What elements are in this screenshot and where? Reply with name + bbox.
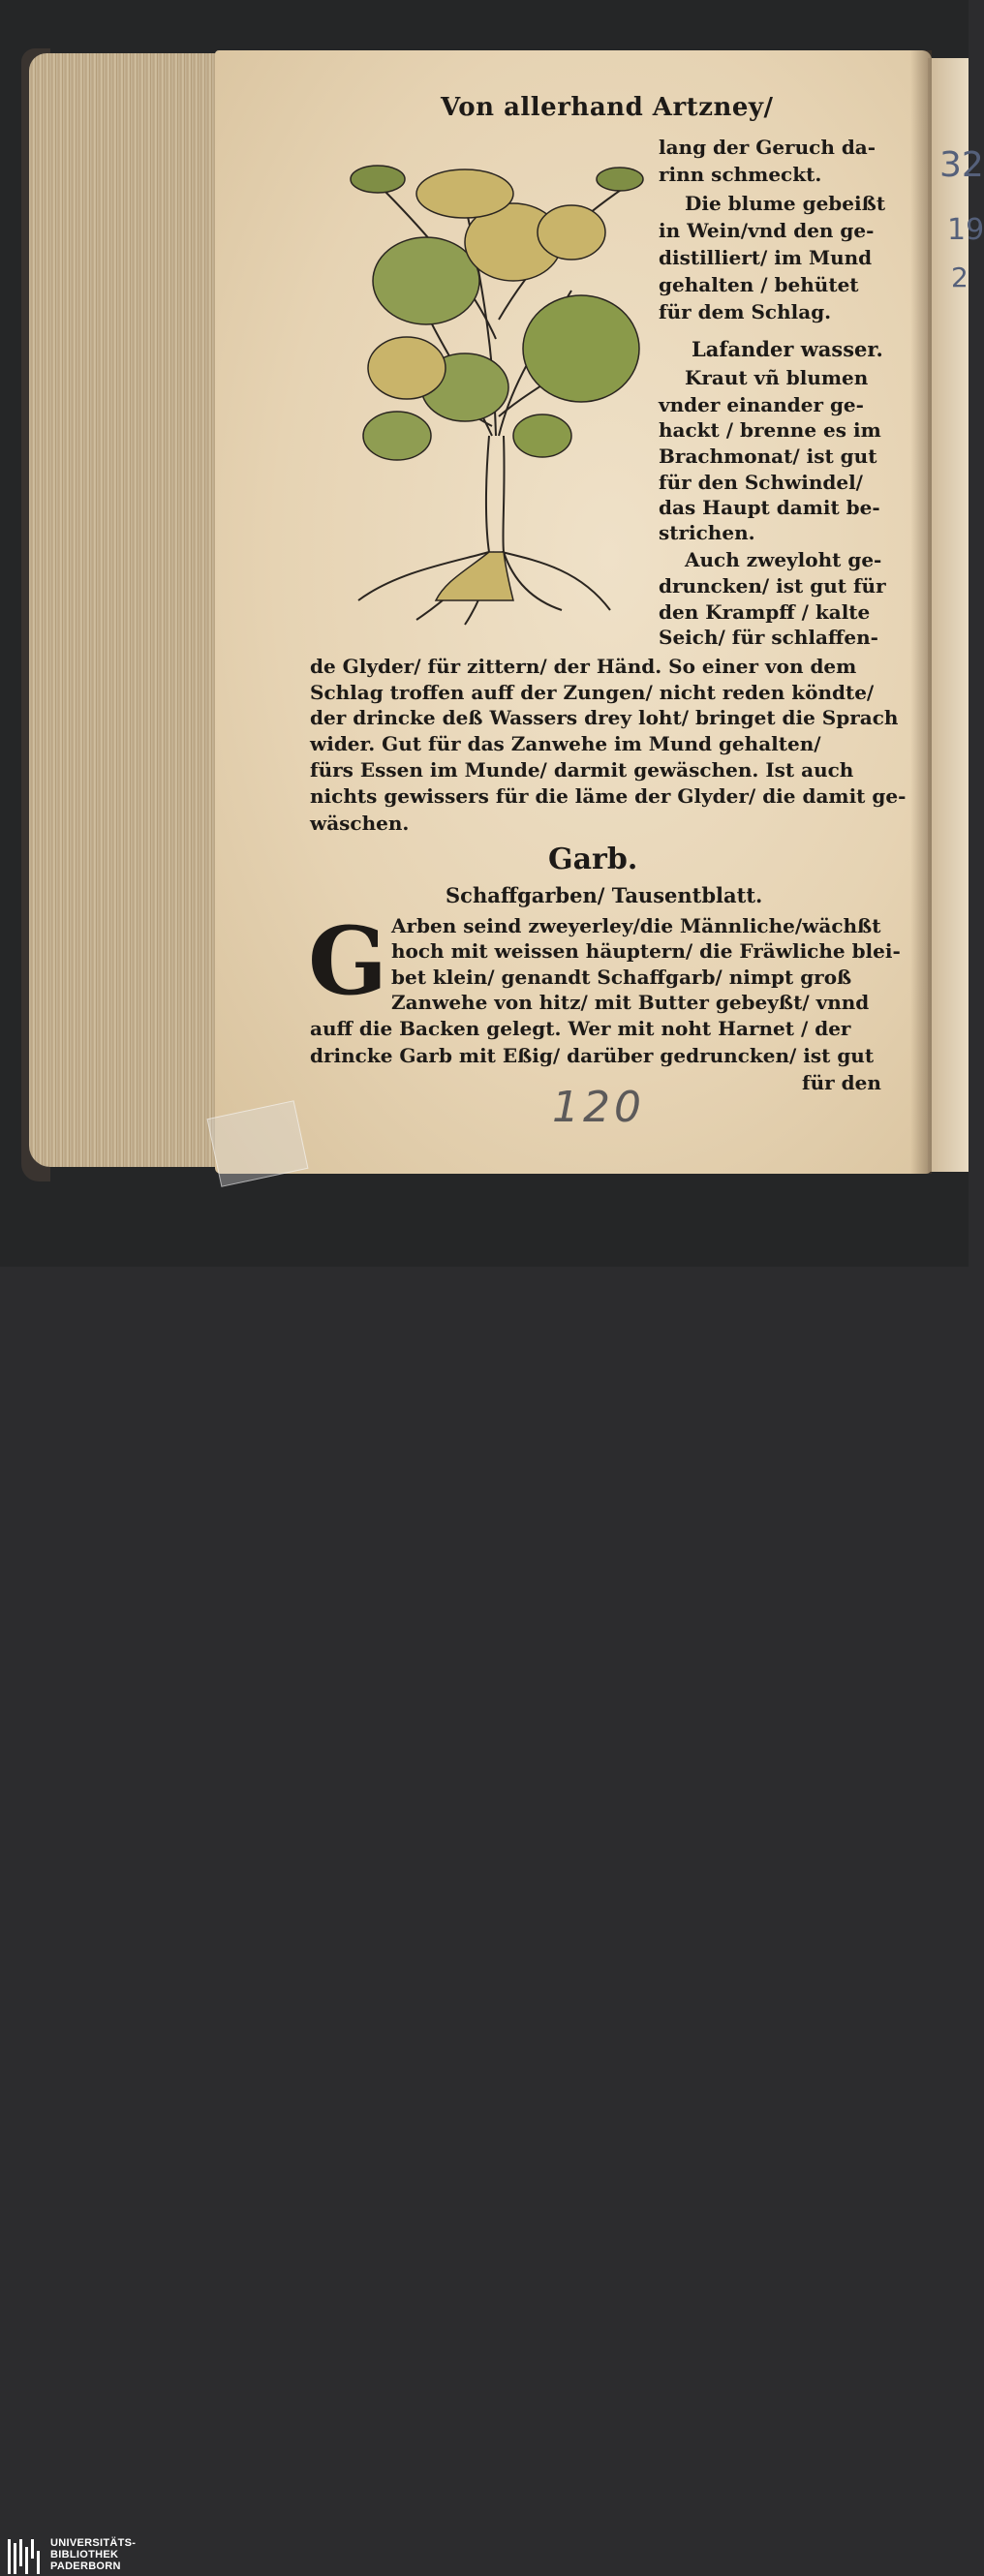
text-line: für dem Schlag. <box>659 300 832 323</box>
text-line: den Krampff / kalte <box>659 600 871 624</box>
text-line: distilliert/ im Mund <box>659 246 873 269</box>
text-line: Auch zweyloht ge- <box>685 548 882 571</box>
page-gutter <box>910 50 932 1174</box>
library-footer <box>0 1267 969 2572</box>
text-line: Die blume gebeißt <box>685 192 886 215</box>
text-line: hoch mit weissen häuptern/ die Fräwliche blei- <box>391 939 901 963</box>
text-line: hackt / brenne es im <box>659 418 881 442</box>
book-scan <box>0 0 984 1267</box>
library-logo-icon <box>6 2537 45 2576</box>
text-line: auff die Backen gelegt. Wer mit noht Harnet / der <box>310 1017 851 1040</box>
text-line: der drincke deß Wassers drey loht/ bringet die Sprach <box>310 706 899 729</box>
text-line: de Glyder/ für zittern/ der Händ. So einer von dem <box>310 655 857 678</box>
text-line: Brachmonat/ ist gut <box>659 445 877 468</box>
text-line: gehalten / behütet <box>659 273 859 296</box>
pencil-foliation-number: 120 <box>552 1083 645 1132</box>
drop-capital: G <box>308 906 387 1016</box>
text-line: für den <box>802 1071 881 1094</box>
margin-number: 2 <box>951 261 969 293</box>
text-line: Seich/ für schlaffen- <box>659 626 878 649</box>
footer-line: PADERBORN <box>50 2561 121 2572</box>
text-line: drincke Garb mit Eßig/ darüber gedruncken/ ist gut <box>310 1044 875 1067</box>
footer-line: BIBLIOTHEK <box>50 2549 119 2561</box>
running-head: Von allerhand Artzney/ <box>441 93 774 122</box>
text-line: lang der Geruch da- <box>659 136 876 159</box>
text-line: wäschen. <box>310 812 410 835</box>
page-stack-edge <box>29 53 232 1167</box>
margin-number: 32 <box>939 145 984 185</box>
text-line: strichen. <box>659 521 755 544</box>
text-line: vnder einander ge- <box>659 393 864 416</box>
plant-woodcut-illustration <box>320 145 639 629</box>
text-line: in Wein/vnd den ge- <box>659 219 875 242</box>
section-title: Garb. <box>548 843 638 876</box>
text-line: fürs Essen im Munde/ darmit gewäschen. Ist auch <box>310 758 854 782</box>
subheading-lavender-water: Lafander wasser. <box>692 337 883 361</box>
margin-number: 19 <box>947 213 984 247</box>
text-line: Kraut vñ blumen <box>685 366 869 389</box>
text-line: Zanwehe von hitz/ mit Butter gebeyßt/ vnnd <box>391 991 870 1014</box>
text-line: nichts gewissers für die läme der Glyder/ die damit ge- <box>310 784 907 808</box>
text-line: das Haupt damit be- <box>659 496 880 519</box>
text-line: druncken/ ist gut für <box>659 574 886 598</box>
text-line: wider. Gut für das Zanwehe im Mund gehalten/ <box>310 732 821 755</box>
text-line: für den Schwindel/ <box>659 471 863 494</box>
text-line: rinn schmeckt. <box>659 163 822 186</box>
text-line: bet klein/ genandt Schaffgarb/ nimpt groß <box>391 966 852 989</box>
section-subtitle: Schaffgarben/ Tausentblatt. <box>446 883 763 907</box>
footer-line: UNIVERSITÄTS- <box>50 2537 137 2549</box>
text-line: Arben seind zweyerley/die Männliche/wächßt <box>391 914 881 937</box>
text-line: Schlag troffen auff der Zungen/ nicht reden köndte/ <box>310 681 875 704</box>
